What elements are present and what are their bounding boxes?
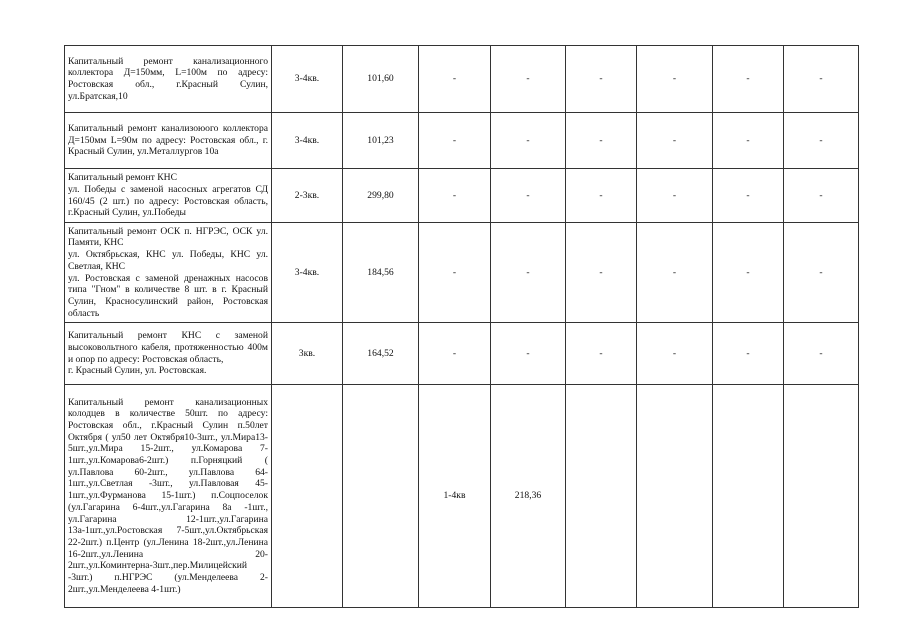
work-period: 3-4кв.	[272, 46, 343, 113]
work-period: 3-4кв.	[272, 113, 343, 169]
table-cell: -	[419, 113, 491, 169]
table-cell: -	[491, 323, 566, 385]
work-cost: 218,36	[491, 385, 566, 608]
work-cost: 101,23	[343, 113, 419, 169]
work-period: 1-4кв	[419, 385, 491, 608]
table-cell	[272, 385, 343, 608]
table-cell: -	[637, 169, 713, 223]
table-cell: -	[713, 113, 784, 169]
work-description: Капитальный ремонт КНС ул. Победы с заменой насосных агрегатов СД 160/45 (2 шт.) по адресу: Ростовская область, г.Красный Сулин, ул.Победы	[65, 169, 272, 223]
table-row	[65, 223, 859, 323]
table-cell: -	[713, 323, 784, 385]
table-cell: -	[491, 223, 566, 323]
table-cell: -	[784, 46, 859, 113]
table-row	[65, 169, 859, 223]
table-cell: -	[637, 223, 713, 323]
table-cell: -	[784, 323, 859, 385]
table-cell: -	[419, 323, 491, 385]
table-cell: -	[491, 169, 566, 223]
table-cell: -	[566, 169, 637, 223]
table-cell: -	[784, 169, 859, 223]
table-cell: -	[566, 323, 637, 385]
table-cell	[566, 385, 637, 608]
table-cell: -	[566, 113, 637, 169]
table-cell	[637, 385, 713, 608]
work-description: Капитальный ремонт ОСК п. НГРЭС, ОСК ул. Памяти, КНС ул. Октябрьская, КНС ул. Победы, КНС ул. Светлая, КНС ул. Ростовская с заменой дренажных насосов типа "Гном" в количестве 8 шт. в г. Красный Сулин, Красносулинский район, Ростовская область	[65, 223, 272, 323]
work-period: 2-3кв.	[272, 169, 343, 223]
table-cell: -	[713, 46, 784, 113]
table-cell: -	[637, 113, 713, 169]
table-cell: -	[491, 113, 566, 169]
table-cell: -	[784, 223, 859, 323]
table-row	[65, 385, 859, 608]
table-cell	[713, 385, 784, 608]
table-cell: -	[419, 46, 491, 113]
work-cost: 299,80	[343, 169, 419, 223]
table-cell: -	[419, 223, 491, 323]
work-cost: 101,60	[343, 46, 419, 113]
table-cell: -	[713, 223, 784, 323]
table-cell: -	[637, 46, 713, 113]
work-period: 3-4кв.	[272, 223, 343, 323]
work-description: Капитальный ремонт канализационного коллектора Д=150мм, L=100м по адресу: Ростовская обл., г.Красный Сулин, ул.Братская,10	[65, 46, 272, 113]
table-cell: -	[419, 169, 491, 223]
table-cell: -	[637, 323, 713, 385]
table-row	[65, 46, 859, 113]
works-table	[64, 45, 859, 608]
table-row	[65, 113, 859, 169]
work-cost: 164,52	[343, 323, 419, 385]
table-row	[65, 323, 859, 385]
work-description: Капитальный ремонт канализоюого коллектора Д=150мм L=90м по адресу: Ростовская обл., г. Красный Сулин, ул.Металлургов 10а	[65, 113, 272, 169]
table-cell: -	[713, 169, 784, 223]
work-description: Капитальный ремонт КНС с заменой высоковольтного кабеля, протяженностью 400м и опор по адресу: Ростовская область, г. Красный Сулин, ул. Ростовская.	[65, 323, 272, 385]
work-description: Капитальный ремонт канализационных колодцев в количестве 50шт. по адресу: Ростовская обл., г.Красный Сулин п.50лет Октября ( ул50 лет Октября10-3шт., ул.Мира13-5шт.,ул.Мира 15-2шт., ул.Комарова 7-1шт.,ул.Комарова6-2шт.) п.Горняцкий ( ул.Павлова 60-2шт., ул.Павлова 64-1шт.,ул.Светлая -3шт., ул.Павловая 45-1шт.,ул.Фурманова 15-1шт.) п.Соцпоселок (ул.Гагарина 6-4шт.,ул.Гагарина 8а -1шт., ул.Гагарина 12-1шт.,ул.Гагарина 13а-1шт.,ул.Ростовская 7-5шт.,ул.Октябрьская 22-2шт.) п.Центр (ул.Ленина 18-2шт.,ул.Ленина 16-2шт.,ул.Ленина 20-2шт.,ул.Коминтерна-3шт.,пер.Милицейский -3шт.) п.НГРЭС (ул.Менделеева 2-2шт.,ул.Менделеева 4-1шт.)	[65, 385, 272, 608]
table-cell: -	[784, 113, 859, 169]
table-cell	[343, 385, 419, 608]
table-cell	[784, 385, 859, 608]
table-cell: -	[566, 223, 637, 323]
work-period: 3кв.	[272, 323, 343, 385]
work-cost: 184,56	[343, 223, 419, 323]
table-cell: -	[491, 46, 566, 113]
table-cell: -	[566, 46, 637, 113]
